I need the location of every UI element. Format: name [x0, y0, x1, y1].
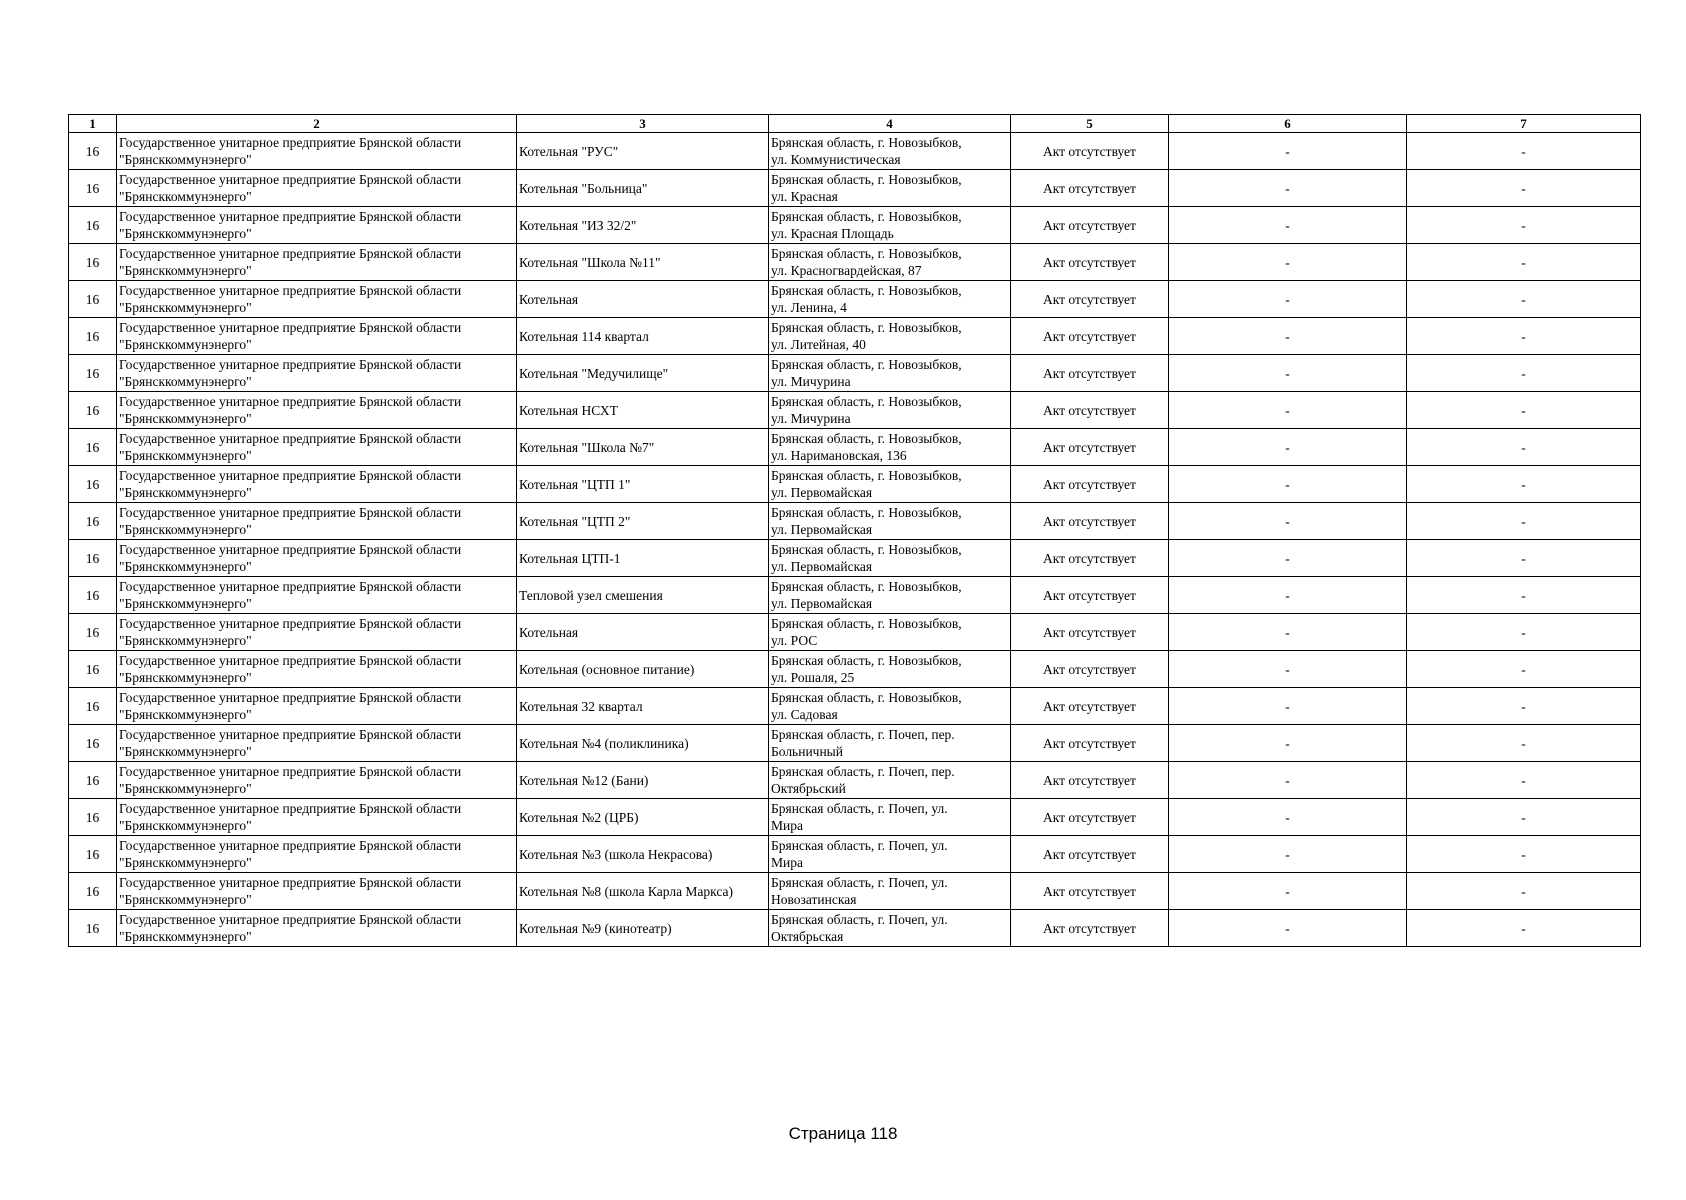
address-cell	[769, 651, 1011, 688]
organization-line: Государственное унитарное предприятие Брянской области	[119, 246, 462, 261]
organization-line: Государственное унитарное предприятие Брянской области	[119, 579, 462, 594]
organization-line: "Брянсккоммунэнерго"	[119, 633, 252, 648]
column-7-cell: -	[1407, 244, 1641, 281]
organization-line: "Брянсккоммунэнерго"	[119, 337, 252, 352]
row-number-cell: 16	[69, 244, 117, 281]
address-cell	[769, 133, 1011, 170]
table-row	[69, 725, 1641, 762]
column-7-cell: -	[1407, 540, 1641, 577]
column-6-cell: -	[1169, 244, 1407, 281]
facility-cell: Котельная (основное питание)	[517, 651, 769, 688]
organization-cell	[117, 170, 517, 207]
column-6-cell: -	[1169, 688, 1407, 725]
organization-cell	[117, 281, 517, 318]
organization-line: "Брянсккоммунэнерго"	[119, 929, 252, 944]
column-6-cell: -	[1169, 651, 1407, 688]
organization-cell	[117, 355, 517, 392]
organization-line: "Брянсккоммунэнерго"	[119, 411, 252, 426]
row-number-cell: 16	[69, 466, 117, 503]
address-line: Октябрьский	[771, 781, 846, 796]
table-body	[69, 133, 1641, 947]
facility-cell: Котельная ЦТП-1	[517, 540, 769, 577]
organization-cell	[117, 244, 517, 281]
facility-cell: Котельная "Медучилище"	[517, 355, 769, 392]
address-line: Мира	[771, 818, 803, 833]
table-row	[69, 762, 1641, 799]
organization-line: "Брянсккоммунэнерго"	[119, 485, 252, 500]
table-row	[69, 540, 1641, 577]
column-header: 6	[1169, 115, 1407, 133]
table-row	[69, 281, 1641, 318]
organization-line: Государственное унитарное предприятие Брянской области	[119, 320, 462, 335]
address-line: ул. Наримановская, 136	[771, 448, 907, 463]
address-line: ул. Мичурина	[771, 411, 851, 426]
address-cell	[769, 281, 1011, 318]
address-line: ул. Литейная, 40	[771, 337, 866, 352]
address-line: Брянская область, г. Новозыбков,	[771, 283, 962, 298]
organization-cell	[117, 577, 517, 614]
act-status-cell: Акт отсутствует	[1011, 651, 1169, 688]
column-7-cell: -	[1407, 355, 1641, 392]
table-row	[69, 244, 1641, 281]
act-status-cell: Акт отсутствует	[1011, 577, 1169, 614]
address-cell	[769, 688, 1011, 725]
act-status-cell: Акт отсутствует	[1011, 355, 1169, 392]
column-7-cell: -	[1407, 614, 1641, 651]
organization-line: "Брянсккоммунэнерго"	[119, 448, 252, 463]
organization-line: "Брянсккоммунэнерго"	[119, 226, 252, 241]
row-number-cell: 16	[69, 836, 117, 873]
organization-cell	[117, 873, 517, 910]
organization-line: Государственное унитарное предприятие Брянской области	[119, 690, 462, 705]
address-line: ул. Красная Площадь	[771, 226, 894, 241]
column-6-cell: -	[1169, 836, 1407, 873]
organization-line: Государственное унитарное предприятие Брянской области	[119, 209, 462, 224]
organization-line: Государственное унитарное предприятие Брянской области	[119, 912, 462, 927]
table-row	[69, 429, 1641, 466]
organization-cell	[117, 651, 517, 688]
facility-cell: Котельная №4 (поликлиника)	[517, 725, 769, 762]
address-line: Брянская область, г. Новозыбков,	[771, 394, 962, 409]
column-header: 1	[69, 115, 117, 133]
act-status-cell: Акт отсутствует	[1011, 799, 1169, 836]
header-row	[69, 115, 1641, 133]
address-line: ул. Первомайская	[771, 596, 873, 611]
address-cell	[769, 244, 1011, 281]
facility-cell: Котельная №3 (школа Некрасова)	[517, 836, 769, 873]
column-header: 4	[769, 115, 1011, 133]
column-7-cell: -	[1407, 207, 1641, 244]
column-6-cell: -	[1169, 466, 1407, 503]
column-7-cell: -	[1407, 577, 1641, 614]
facility-cell: Котельная №9 (кинотеатр)	[517, 910, 769, 947]
column-7-cell: -	[1407, 688, 1641, 725]
address-line: Брянская область, г. Почеп, ул.	[771, 838, 948, 853]
address-line: ул. Ленина, 4	[771, 300, 847, 315]
organization-line: "Брянсккоммунэнерго"	[119, 300, 252, 315]
address-cell	[769, 577, 1011, 614]
address-line: Брянская область, г. Новозыбков,	[771, 616, 962, 631]
organization-line: Государственное унитарное предприятие Брянской области	[119, 838, 462, 853]
organization-cell	[117, 688, 517, 725]
facility-cell: Котельная №12 (Бани)	[517, 762, 769, 799]
column-6-cell: -	[1169, 577, 1407, 614]
organization-line: Государственное унитарное предприятие Брянской области	[119, 542, 462, 557]
organization-line: Государственное унитарное предприятие Брянской области	[119, 468, 462, 483]
address-cell	[769, 836, 1011, 873]
row-number-cell: 16	[69, 429, 117, 466]
organization-line: "Брянсккоммунэнерго"	[119, 522, 252, 537]
column-7-cell: -	[1407, 503, 1641, 540]
row-number-cell: 16	[69, 133, 117, 170]
address-line: Брянская область, г. Почеп, пер.	[771, 764, 955, 779]
facility-cell: Котельная 32 квартал	[517, 688, 769, 725]
organization-cell	[117, 799, 517, 836]
organization-line: Государственное унитарное предприятие Брянской области	[119, 357, 462, 372]
column-header: 5	[1011, 115, 1169, 133]
organization-cell	[117, 207, 517, 244]
organization-cell	[117, 540, 517, 577]
row-number-cell: 16	[69, 873, 117, 910]
organization-line: Государственное унитарное предприятие Брянской области	[119, 283, 462, 298]
table-row	[69, 799, 1641, 836]
column-header: 3	[517, 115, 769, 133]
address-line: ул. Первомайская	[771, 485, 873, 500]
facility-cell: Котельная "Школа №11"	[517, 244, 769, 281]
column-6-cell: -	[1169, 170, 1407, 207]
table-row	[69, 577, 1641, 614]
address-line: Брянская область, г. Новозыбков,	[771, 653, 962, 668]
act-status-cell: Акт отсутствует	[1011, 910, 1169, 947]
organization-line: Государственное унитарное предприятие Брянской области	[119, 394, 462, 409]
facility-cell: Котельная "Школа №7"	[517, 429, 769, 466]
address-line: ул. Садовая	[771, 707, 838, 722]
address-line: Брянская область, г. Новозыбков,	[771, 135, 962, 150]
address-line: ул. Красногвардейская, 87	[771, 263, 922, 278]
column-6-cell: -	[1169, 318, 1407, 355]
address-line: Брянская область, г. Новозыбков,	[771, 690, 962, 705]
column-7-cell: -	[1407, 836, 1641, 873]
organization-cell	[117, 466, 517, 503]
row-number-cell: 16	[69, 762, 117, 799]
column-7-cell: -	[1407, 799, 1641, 836]
organization-line: "Брянсккоммунэнерго"	[119, 374, 252, 389]
table-row	[69, 466, 1641, 503]
row-number-cell: 16	[69, 910, 117, 947]
column-6-cell: -	[1169, 799, 1407, 836]
table-row	[69, 651, 1641, 688]
act-status-cell: Акт отсутствует	[1011, 244, 1169, 281]
organization-line: "Брянсккоммунэнерго"	[119, 892, 252, 907]
act-status-cell: Акт отсутствует	[1011, 836, 1169, 873]
row-number-cell: 16	[69, 577, 117, 614]
address-line: ул. Красная	[771, 189, 838, 204]
address-line: Брянская область, г. Новозыбков,	[771, 468, 962, 483]
organization-line: Государственное унитарное предприятие Брянской области	[119, 172, 462, 187]
act-status-cell: Акт отсутствует	[1011, 762, 1169, 799]
facility-cell: Котельная	[517, 614, 769, 651]
organization-line: Государственное унитарное предприятие Брянской области	[119, 505, 462, 520]
row-number-cell: 16	[69, 207, 117, 244]
address-line: Октябрьская	[771, 929, 844, 944]
act-status-cell: Акт отсутствует	[1011, 614, 1169, 651]
address-line: Брянская область, г. Новозыбков,	[771, 209, 962, 224]
row-number-cell: 16	[69, 725, 117, 762]
organization-cell	[117, 318, 517, 355]
column-7-cell: -	[1407, 392, 1641, 429]
page-number: Страница 118	[788, 1124, 898, 1143]
table-row	[69, 503, 1641, 540]
column-6-cell: -	[1169, 281, 1407, 318]
address-cell	[769, 170, 1011, 207]
address-line: Брянская область, г. Новозыбков,	[771, 505, 962, 520]
address-line: Брянская область, г. Новозыбков,	[771, 579, 962, 594]
address-cell	[769, 466, 1011, 503]
address-line: Брянская область, г. Почеп, пер.	[771, 727, 955, 742]
address-line: ул. Первомайская	[771, 559, 873, 574]
facility-cell: Котельная "ЦТП 2"	[517, 503, 769, 540]
column-7-cell: -	[1407, 466, 1641, 503]
column-header: 7	[1407, 115, 1641, 133]
table-row	[69, 392, 1641, 429]
organization-line: "Брянсккоммунэнерго"	[119, 596, 252, 611]
address-cell	[769, 910, 1011, 947]
organization-line: "Брянсккоммунэнерго"	[119, 707, 252, 722]
address-line: Больничный	[771, 744, 843, 759]
address-line: Брянская область, г. Почеп, ул.	[771, 801, 948, 816]
row-number-cell: 16	[69, 392, 117, 429]
row-number-cell: 16	[69, 503, 117, 540]
act-status-cell: Акт отсутствует	[1011, 503, 1169, 540]
facility-cell: Котельная "РУС"	[517, 133, 769, 170]
address-line: Новозатинская	[771, 892, 857, 907]
table-row	[69, 318, 1641, 355]
address-line: ул. Первомайская	[771, 522, 873, 537]
organization-line: Государственное унитарное предприятие Брянской области	[119, 801, 462, 816]
row-number-cell: 16	[69, 540, 117, 577]
organization-cell	[117, 429, 517, 466]
organization-cell	[117, 614, 517, 651]
facility-cell: Тепловой узел смешения	[517, 577, 769, 614]
column-6-cell: -	[1169, 614, 1407, 651]
table-row	[69, 688, 1641, 725]
row-number-cell: 16	[69, 281, 117, 318]
organization-line: "Брянсккоммунэнерго"	[119, 670, 252, 685]
address-line: ул. Рошаля, 25	[771, 670, 855, 685]
table-row	[69, 910, 1641, 947]
table-row	[69, 355, 1641, 392]
row-number-cell: 16	[69, 170, 117, 207]
column-6-cell: -	[1169, 540, 1407, 577]
organization-cell	[117, 762, 517, 799]
table-row	[69, 614, 1641, 651]
address-line: Брянская область, г. Новозыбков,	[771, 542, 962, 557]
column-7-cell: -	[1407, 133, 1641, 170]
address-line: Брянская область, г. Почеп, ул.	[771, 875, 948, 890]
column-6-cell: -	[1169, 873, 1407, 910]
column-6-cell: -	[1169, 429, 1407, 466]
address-cell	[769, 873, 1011, 910]
address-cell	[769, 540, 1011, 577]
document-sheet	[68, 114, 1640, 947]
organization-line: "Брянсккоммунэнерго"	[119, 744, 252, 759]
address-line: Мира	[771, 855, 803, 870]
organization-line: "Брянсккоммунэнерго"	[119, 263, 252, 278]
address-cell	[769, 614, 1011, 651]
organization-line: Государственное унитарное предприятие Брянской области	[119, 727, 462, 742]
organization-line: Государственное унитарное предприятие Брянской области	[119, 431, 462, 446]
act-status-cell: Акт отсутствует	[1011, 429, 1169, 466]
organization-cell	[117, 392, 517, 429]
organization-line: "Брянсккоммунэнерго"	[119, 189, 252, 204]
address-line: ул. Мичурина	[771, 374, 851, 389]
organization-line: Государственное унитарное предприятие Брянской области	[119, 653, 462, 668]
act-status-cell: Акт отсутствует	[1011, 133, 1169, 170]
facility-cell: Котельная №2 (ЦРБ)	[517, 799, 769, 836]
address-cell	[769, 355, 1011, 392]
organization-line: Государственное унитарное предприятие Брянской области	[119, 764, 462, 779]
address-cell	[769, 429, 1011, 466]
organization-line: "Брянсккоммунэнерго"	[119, 781, 252, 796]
column-7-cell: -	[1407, 762, 1641, 799]
column-6-cell: -	[1169, 207, 1407, 244]
column-6-cell: -	[1169, 133, 1407, 170]
column-6-cell: -	[1169, 762, 1407, 799]
column-6-cell: -	[1169, 392, 1407, 429]
act-status-cell: Акт отсутствует	[1011, 207, 1169, 244]
column-7-cell: -	[1407, 725, 1641, 762]
address-cell	[769, 725, 1011, 762]
act-status-cell: Акт отсутствует	[1011, 170, 1169, 207]
column-7-cell: -	[1407, 873, 1641, 910]
address-cell	[769, 799, 1011, 836]
column-7-cell: -	[1407, 170, 1641, 207]
address-line: Брянская область, г. Почеп, ул.	[771, 912, 948, 927]
act-status-cell: Акт отсутствует	[1011, 466, 1169, 503]
column-header: 2	[117, 115, 517, 133]
table-row	[69, 836, 1641, 873]
facility-cell: Котельная "ИЗ 32/2"	[517, 207, 769, 244]
address-line: ул. РОС	[771, 633, 818, 648]
address-line: Брянская область, г. Новозыбков,	[771, 172, 962, 187]
organization-cell	[117, 725, 517, 762]
table-row	[69, 170, 1641, 207]
address-line: Брянская область, г. Новозыбков,	[771, 320, 962, 335]
column-6-cell: -	[1169, 355, 1407, 392]
column-6-cell: -	[1169, 725, 1407, 762]
column-6-cell: -	[1169, 910, 1407, 947]
organization-line: Государственное унитарное предприятие Брянской области	[119, 616, 462, 631]
organization-line: Государственное унитарное предприятие Брянской области	[119, 135, 462, 150]
address-cell	[769, 503, 1011, 540]
address-cell	[769, 392, 1011, 429]
organization-cell	[117, 910, 517, 947]
organization-line: "Брянсккоммунэнерго"	[119, 818, 252, 833]
facility-cell: Котельная "Больница"	[517, 170, 769, 207]
row-number-cell: 16	[69, 651, 117, 688]
act-status-cell: Акт отсутствует	[1011, 540, 1169, 577]
organization-line: Государственное унитарное предприятие Брянской области	[119, 875, 462, 890]
table-row	[69, 207, 1641, 244]
row-number-cell: 16	[69, 614, 117, 651]
address-line: Брянская область, г. Новозыбков,	[771, 246, 962, 261]
act-status-cell: Акт отсутствует	[1011, 281, 1169, 318]
act-status-cell: Акт отсутствует	[1011, 873, 1169, 910]
row-number-cell: 16	[69, 318, 117, 355]
facility-cell: Котельная	[517, 281, 769, 318]
address-line: ул. Коммунистическая	[771, 152, 901, 167]
act-status-cell: Акт отсутствует	[1011, 725, 1169, 762]
row-number-cell: 16	[69, 799, 117, 836]
column-7-cell: -	[1407, 910, 1641, 947]
table-row	[69, 873, 1641, 910]
address-line: Брянская область, г. Новозыбков,	[771, 431, 962, 446]
column-6-cell: -	[1169, 503, 1407, 540]
organization-cell	[117, 133, 517, 170]
facility-cell: Котельная №8 (школа Карла Маркса)	[517, 873, 769, 910]
address-line: Брянская область, г. Новозыбков,	[771, 357, 962, 372]
row-number-cell: 16	[69, 355, 117, 392]
address-cell	[769, 207, 1011, 244]
act-status-cell: Акт отсутствует	[1011, 392, 1169, 429]
table-row	[69, 133, 1641, 170]
address-cell	[769, 762, 1011, 799]
column-7-cell: -	[1407, 429, 1641, 466]
act-status-cell: Акт отсутствует	[1011, 688, 1169, 725]
organization-cell	[117, 836, 517, 873]
address-cell	[769, 318, 1011, 355]
facility-cell: Котельная НСХТ	[517, 392, 769, 429]
act-status-cell: Акт отсутствует	[1011, 318, 1169, 355]
column-7-cell: -	[1407, 651, 1641, 688]
organization-line: "Брянсккоммунэнерго"	[119, 855, 252, 870]
facility-cell: Котельная 114 квартал	[517, 318, 769, 355]
row-number-cell: 16	[69, 688, 117, 725]
column-7-cell: -	[1407, 281, 1641, 318]
organization-cell	[117, 503, 517, 540]
column-7-cell: -	[1407, 318, 1641, 355]
organization-line: "Брянсккоммунэнерго"	[119, 559, 252, 574]
registry-table	[68, 114, 1641, 947]
organization-line: "Брянсккоммунэнерго"	[119, 152, 252, 167]
facility-cell: Котельная "ЦТП 1"	[517, 466, 769, 503]
